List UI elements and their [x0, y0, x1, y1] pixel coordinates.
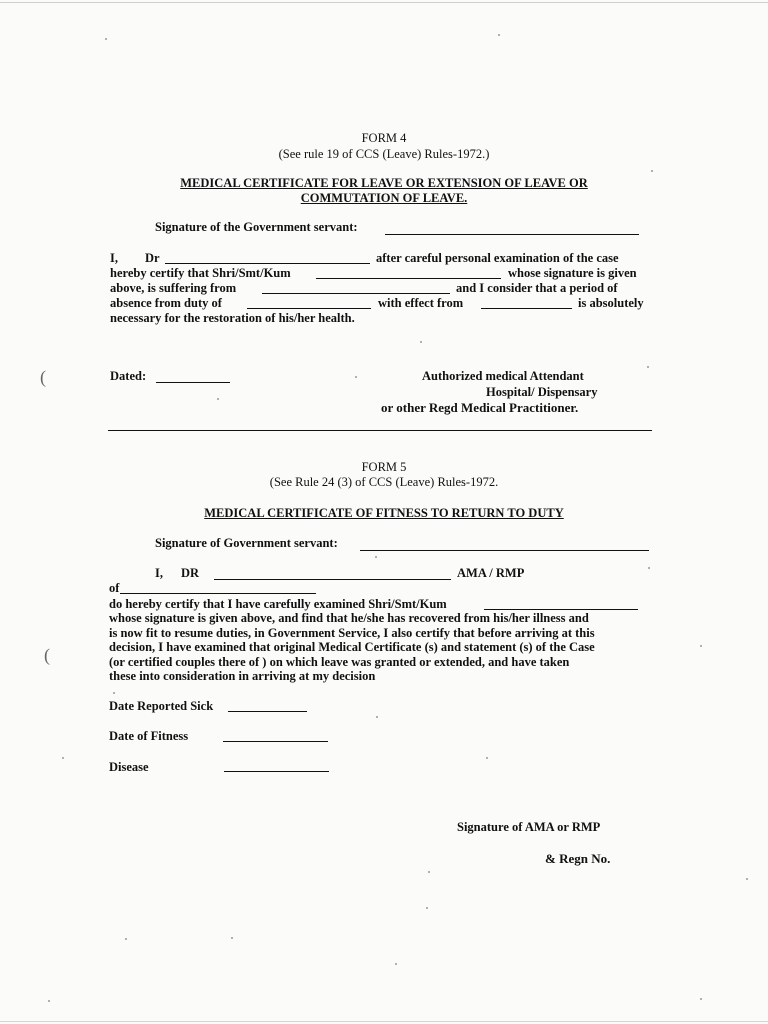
scan-speck [746, 878, 748, 880]
scan-speck [105, 38, 107, 40]
form4-attendant-line3: or other Regd Medical Practitioner. [381, 400, 579, 415]
form4-para-l4-mid: with effect from [378, 296, 464, 310]
form5-para-l3: is now fit to resume duties, in Government Service, I also certify that before arriving at this [109, 626, 595, 640]
form5-servant-name-blank[interactable] [484, 609, 638, 610]
form5-para-l4: decision, I have examined that original Medical Certificate (s) and statement (s) of the Case [109, 640, 595, 654]
form5-date-of-fitness-label: Date of Fitness [109, 729, 189, 743]
scan-speck [700, 645, 702, 647]
form4-doctor-name-blank[interactable] [165, 263, 370, 264]
form5-dr: DR [181, 566, 200, 580]
form4-attendant-line2: Hospital/ Dispensary [486, 385, 598, 399]
scan-speck [700, 998, 702, 1000]
form5-para-l1: do hereby certify that I have carefully examined Shri/Smt/Kum [109, 597, 447, 611]
form4-para-l1-dr: Dr [145, 251, 160, 265]
form4-servant-name-blank[interactable] [316, 278, 501, 279]
scan-speck [62, 757, 64, 759]
form4-para-l1-text: after careful personal examination of the case [376, 251, 619, 265]
form5-of: of [109, 581, 120, 595]
form5-date-of-fitness-blank[interactable] [223, 741, 328, 742]
scan-speck [376, 716, 378, 718]
form4-para-l5-text: necessary for the restoration of his/her health. [110, 311, 355, 325]
form4-heading-line2: COMMUTATION OF LEAVE. [300, 191, 468, 205]
scan-top-edge [0, 2, 768, 3]
form4-period-blank[interactable] [247, 308, 371, 309]
scan-mark-paren-2: ( [44, 645, 50, 665]
form5-signature-label: Signature of Government servant: [155, 536, 338, 550]
form5-date-reported-sick-label: Date Reported Sick [109, 699, 214, 713]
form5-heading: MEDICAL CERTIFICATE OF FITNESS TO RETURN TO DUTY [204, 506, 564, 520]
form5-sign-line2: & Regn No. [545, 851, 611, 866]
form4-rule: (See rule 19 of CCS (Leave) Rules-1972.) [278, 147, 490, 161]
form4-para-l2-tail: whose signature is given [508, 266, 637, 280]
form4-para-l2-text: hereby certify that Shri/Smt/Kum [110, 266, 291, 280]
form5-title: FORM 5 [361, 460, 407, 474]
form4-attendant-line1: Authorized medical Attendant [422, 369, 584, 383]
form5-para-l5: (or certified couples there of ) on which leave was granted or extended, and have taken [109, 655, 570, 669]
scan-speck [217, 398, 219, 400]
form4-para-l1-i: I, [110, 251, 118, 265]
scan-mark-paren-1: ( [40, 367, 46, 387]
scan-speck [486, 757, 488, 759]
scan-speck [48, 1000, 50, 1002]
form5-disease-label: Disease [109, 760, 149, 774]
form4-para-l3-text: above, is suffering from [110, 281, 237, 295]
form5-doctor-name-blank[interactable] [214, 579, 451, 580]
form5-signature-blank[interactable] [360, 550, 649, 551]
form5-rule: (See Rule 24 (3) of CCS (Leave) Rules-1972. [269, 475, 499, 489]
section-divider [108, 430, 652, 431]
scan-speck [428, 871, 430, 873]
scan-speck [648, 567, 650, 569]
form4-title: FORM 4 [361, 131, 407, 145]
form4-heading-line1: MEDICAL CERTIFICATE FOR LEAVE OR EXTENSION OF LEAVE OR [180, 176, 588, 190]
scan-speck [647, 366, 649, 368]
form5-ama-rmp: AMA / RMP [457, 566, 525, 580]
form4-signature-label: Signature of the Government servant: [155, 220, 358, 234]
form4-effect-date-blank[interactable] [481, 308, 572, 309]
scan-speck [426, 907, 428, 909]
scan-speck [420, 341, 422, 343]
form5-para-l2: whose signature is given above, and find that he/she has recovered from his/her illness and [109, 611, 589, 625]
form4-dated-blank[interactable] [156, 382, 230, 383]
scan-speck [395, 963, 397, 965]
form5-sign-line1: Signature of AMA or RMP [457, 820, 601, 834]
form5-para-l6: these into consideration in arriving at my decision [109, 669, 376, 683]
form5-disease-blank[interactable] [224, 771, 329, 772]
form5-date-reported-sick-blank[interactable] [228, 711, 307, 712]
form4-signature-blank[interactable] [385, 234, 639, 235]
form4-illness-blank[interactable] [262, 293, 450, 294]
form5-i: I, [155, 566, 163, 580]
scan-bottom-edge [0, 1021, 768, 1022]
scan-speck [498, 34, 500, 36]
form4-para-l3-tail: and I consider that a period of [456, 281, 618, 295]
scan-speck [651, 170, 653, 172]
scan-speck [113, 692, 115, 694]
scan-speck [355, 376, 357, 378]
form5-of-blank[interactable] [120, 593, 316, 594]
form4-para-l4-tail: is absolutely [578, 296, 644, 310]
form4-dated-label: Dated: [110, 369, 147, 383]
scan-speck [125, 938, 127, 940]
scan-speck [231, 937, 233, 939]
scan-speck [375, 556, 377, 558]
form4-para-l4-text: absence from duty of [110, 296, 222, 310]
